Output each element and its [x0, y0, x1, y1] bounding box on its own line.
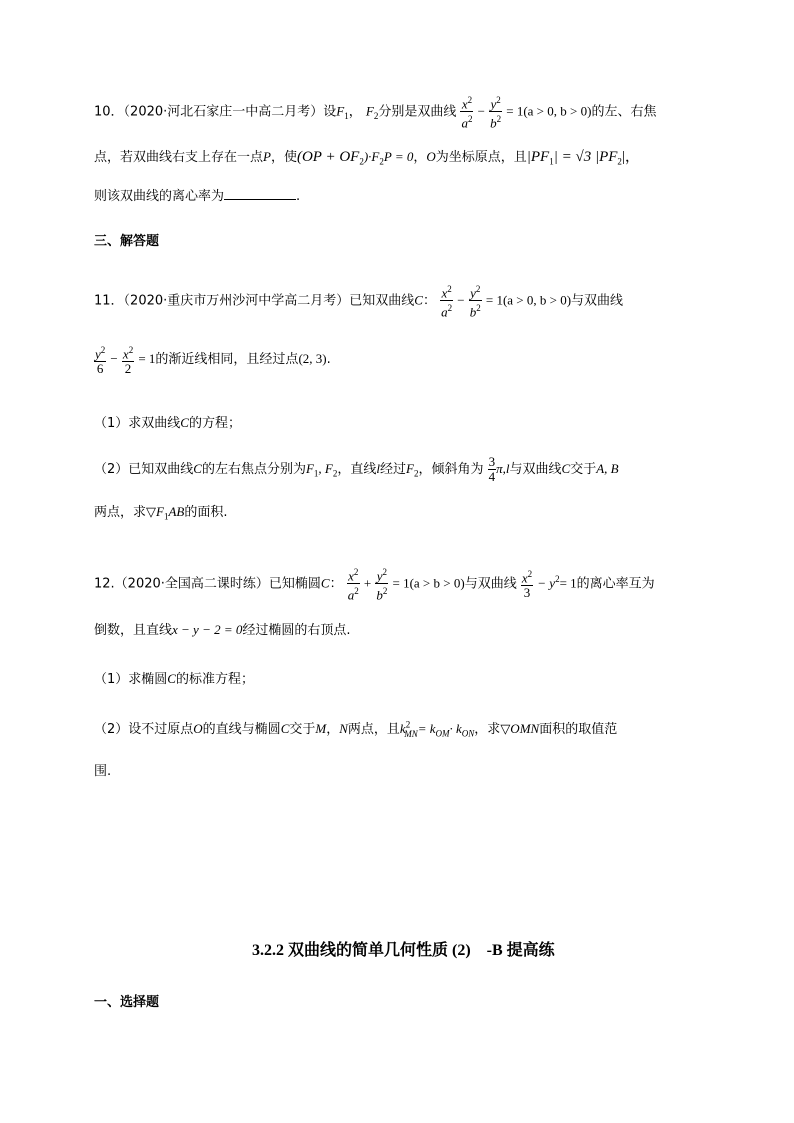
q11-part2-line2: 两点，求$▽F_1AB$的面积.	[94, 504, 228, 522]
fraction-y2-b2: $\frac{y^2}{b^2}$	[376, 567, 388, 603]
q11-part1: （1）求双曲线C的方程；	[94, 415, 241, 431]
section-heading-choice: 一、选择题	[94, 995, 160, 1010]
fraction-3-4: $\frac{3}{4}$	[488, 454, 496, 484]
q10-line2: 点，若双曲线右支上存在一点P，使$(OP + OF_2)\cdot F_2P = 0$，O为坐标原点，且$|PF_1| = √3$ $|PF_2|$，	[94, 149, 640, 167]
q12-line2: 倒数，且直线x − y − 2 = 0经过椭圆的右顶点.	[94, 622, 351, 638]
q11-line2: $\frac{y^2}{6}$ − $\frac{x^2}{2}$ = 1的渐近线相同，且经过点(2, 3).	[95, 345, 331, 377]
q12-line1: 12.（2020·全国高二课时练）已知椭圆C： $\frac{x^2}{a^2}$ + $\frac{y^2}{b^2}$ = 1(a > b > 0)与双曲线 $\frac{x^2}{3}$ − $y^2= 1$的离心率互为	[94, 567, 655, 603]
q11-part2-line1: （2）已知双曲线C的左右焦点分别为$F_1$, $F_2$，直线l经过$F_2$，倾斜角为 $\frac{3}{4}$ π,l与双曲线C交于A, B	[94, 454, 619, 484]
section-heading-answers: 三、解答题	[94, 234, 160, 249]
fraction-x2-3: $\frac{x^2}{3}$	[521, 569, 533, 601]
q12-part2-line2: 围.	[94, 764, 112, 779]
fraction-x2-2: $\frac{x^2}{2}$	[122, 345, 134, 377]
fraction-y2-b2: $\frac{y^2}{b^2}$	[490, 95, 502, 131]
fraction-x2-a2: $\frac{x^2}{a^2}$	[347, 567, 359, 603]
answer-blank[interactable]	[224, 189, 296, 200]
fraction-x2-a2: $\frac{x^2}{a^2}$	[461, 95, 473, 131]
q12-part2-line1: （2）设不过原点O的直线与椭圆C交于M，N两点，且$k^2_{MN}= k_{OM}\cdot k_{ON}$，求▽OMN面积的取值范	[94, 719, 618, 739]
q12-part1: （1）求椭圆C的标准方程；	[94, 671, 254, 687]
fraction-y2-6: $\frac{y^2}{6}$	[95, 345, 106, 377]
q10-line3: 则该双曲线的离心率为 .	[94, 189, 301, 204]
q10-line1: 10．（2020·河北石家庄一中高二月考）设$F_1$， $F_2$分别是双曲线 $\frac{x^2}{a^2}$ − $\frac{y^2}{b^2}$ = 1(a > 0, b > 0)的左、右焦	[94, 95, 657, 131]
section-title: 3.2.2 双曲线的简单几何性质 (2) -B 提高练	[252, 942, 555, 959]
fraction-y2-b2: $\frac{y^2}{b^2}$	[469, 284, 481, 320]
fraction-x2-a2: $\frac{x^2}{a^2}$	[441, 284, 453, 320]
q11-line1: 11．（2020·重庆市万州沙河中学高二月考）已知双曲线C： $\frac{x^2}{a^2}$ − $\frac{y^2}{b^2}$ = 1(a > 0, b > 0)与双曲线	[94, 284, 624, 320]
